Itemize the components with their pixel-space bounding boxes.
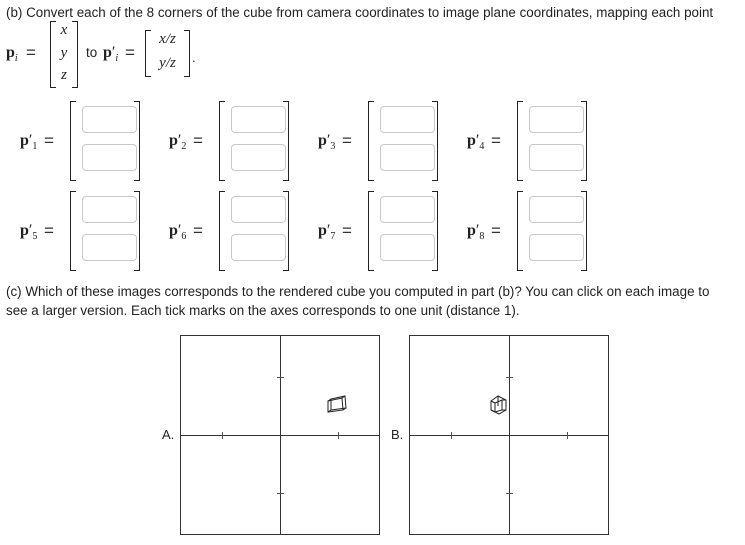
p6-prime-y-input[interactable] — [231, 234, 286, 261]
part-c-question-line-1: (c) Which of these images corresponds to the rendered cube you computed in part (b)? You can click on each image to — [6, 284, 710, 299]
vector-entry: x — [60, 22, 68, 38]
pi-prime-column-vector — [145, 30, 190, 77]
p7-prime-y-input[interactable] — [380, 234, 435, 261]
p6-prime-x-input[interactable] — [231, 196, 286, 223]
p3-prime-vector — [368, 101, 438, 181]
cube-wireframe-icon — [323, 392, 349, 418]
p-i-prime-symbol: $p'_i$ — [103, 44, 119, 65]
p2-prime-y-input[interactable] — [231, 144, 286, 171]
p7-prime-x-input[interactable] — [380, 196, 435, 223]
p5-prime-y-input[interactable] — [82, 234, 137, 261]
option-a-image[interactable] — [180, 335, 380, 535]
vector-entry: z — [61, 67, 67, 83]
option-b-label: B. — [391, 427, 404, 442]
p2-prime-vector — [219, 101, 289, 181]
p6-prime-vector — [219, 191, 289, 271]
equals-sign: = — [491, 221, 501, 240]
p8-prime-y-input[interactable] — [529, 234, 584, 261]
equals-sign: = — [491, 131, 501, 150]
equals-sign: = — [44, 131, 54, 150]
p1-prime-x-input[interactable] — [82, 106, 137, 133]
p4-prime-vector — [517, 101, 587, 181]
p-i-symbol: $p_i$ — [6, 44, 18, 65]
p4-prime-y-input[interactable] — [529, 144, 584, 171]
equals-sign: = — [193, 221, 203, 240]
vector-entry: x/z — [159, 31, 176, 47]
option-a-label: A. — [162, 427, 175, 442]
p7-prime-label: $p'_7$ — [318, 222, 336, 243]
cube-wireframe-icon — [486, 392, 512, 418]
p4-prime-label: $p'_4$ — [467, 132, 485, 153]
p2-prime-label: $p'_2$ — [169, 132, 187, 153]
p1-prime-y-input[interactable] — [82, 144, 137, 171]
to-text: to — [86, 45, 98, 60]
p8-prime-vector — [517, 191, 587, 271]
p3-prime-x-input[interactable] — [380, 106, 435, 133]
p5-prime-x-input[interactable] — [82, 196, 137, 223]
option-b-image[interactable] — [409, 335, 609, 535]
vector-entry: y/z — [159, 55, 176, 71]
period: . — [192, 50, 196, 65]
p3-prime-label: $p'_3$ — [318, 132, 336, 153]
equals-sign: = — [342, 221, 352, 240]
p4-prime-x-input[interactable] — [529, 106, 584, 133]
p2-prime-x-input[interactable] — [231, 106, 286, 133]
equals-sign: = — [44, 221, 54, 240]
part-c-question-line-2: see a larger version. Each tick marks on the axes corresponds to one unit (distance 1). — [6, 303, 520, 318]
p5-prime-label: $p'_5$ — [20, 222, 38, 243]
p6-prime-label: $p'_6$ — [169, 222, 187, 243]
part-b-instruction: (b) Convert each of the 8 corners of the cube from camera coordinates to image plane coordinates, mapping each point — [6, 5, 714, 20]
equals-sign: = — [125, 43, 135, 62]
p3-prime-y-input[interactable] — [380, 144, 435, 171]
vector-entry: y — [60, 45, 68, 61]
p7-prime-vector — [368, 191, 438, 271]
p8-prime-x-input[interactable] — [529, 196, 584, 223]
p8-prime-label: $p'_8$ — [467, 222, 485, 243]
equals-sign: = — [193, 131, 203, 150]
equals-sign: = — [342, 131, 352, 150]
p1-prime-label: $p'_1$ — [20, 132, 38, 153]
pi-column-vector — [50, 21, 78, 88]
p1-prime-vector — [70, 101, 140, 181]
p5-prime-vector — [70, 191, 140, 271]
equals-sign: = — [26, 43, 36, 62]
